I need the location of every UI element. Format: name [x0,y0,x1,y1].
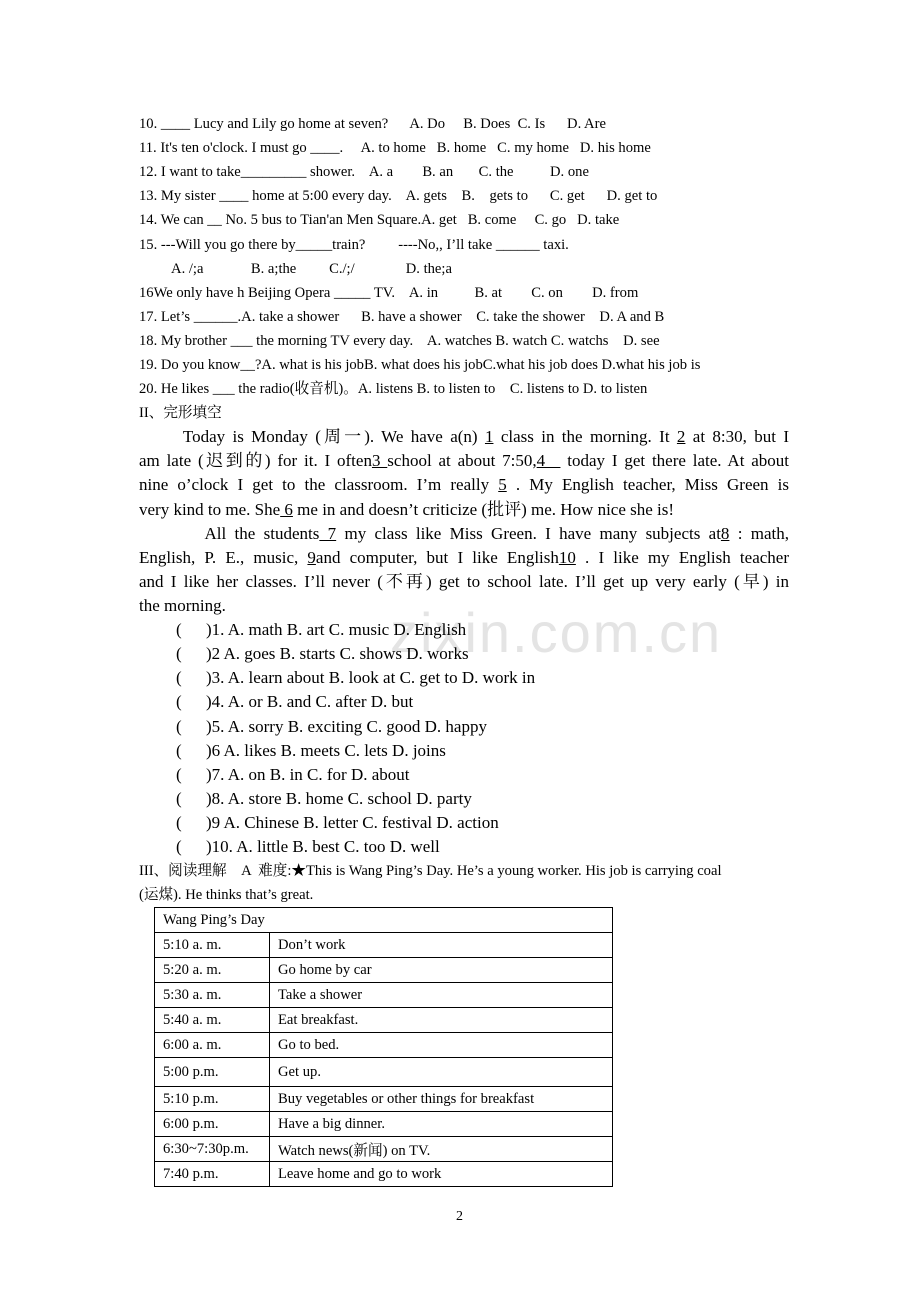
table-title: Wang Ping’s Day [155,908,613,933]
activity-cell: Go to bed. [270,1033,613,1058]
question-line: 11. It's ten o'clock. I must go ____. A. to home B. home C. my home D. his home [139,140,651,157]
option-text: )8. A. store B. home C. school D. party [206,789,472,809]
option-text: )3. A. learn about B. look at C. get to D. work in [206,668,536,688]
activity-cell: Leave home and go to work [270,1162,613,1187]
option-line [176,717,487,737]
table-title-row [155,908,613,933]
option-line [176,668,535,688]
blank-number: 3 [371,451,388,471]
passage-text: very kind to me. She [139,499,281,519]
passage-text: Today is Monday (周一). We have a(n) [139,427,485,446]
blank-number: 9 [307,548,316,567]
passage-text: All the students [139,523,320,543]
blank-number: 1 [484,427,494,446]
passage-text: . My English teacher, Miss Green is [506,475,790,495]
section-heading: II、完形填空 [139,405,222,422]
passage-text: am late (迟到的) for it. I often [139,451,372,471]
answer-blank: ( [176,789,182,809]
table-row [155,1162,613,1187]
option-text: )7. A. on B. in C. for D. about [206,764,410,784]
time-cell: 6:00 p.m. [155,1112,270,1137]
blank-number: 5 [498,475,507,495]
answer-blank: ( [176,740,182,760]
answer-blank: ( [176,620,182,639]
activity-cell: Buy vegetables or other things for breakfast [270,1087,613,1112]
blank-number: 8 [720,523,730,543]
option-text: )4. A. or B. and C. after D. but [206,692,414,712]
watermark: zixin.com.cn [390,601,723,664]
option-line [176,620,466,640]
wang-ping-day-table [154,907,613,1187]
passage-text: my class like Miss Green. I have many subjects at [336,523,721,543]
table-row [155,958,613,983]
table-row [155,933,613,958]
question-line: 16We only have h Beijing Opera _____ TV. A. in B. at C. on D. from [139,284,639,301]
option-line [176,741,446,761]
activity-cell: Eat breakfast. [270,1008,613,1033]
answer-blank: ( [176,716,182,736]
question-line: 14. We can __ No. 5 bus to Tian'an Men Square.A. get B. come C. go D. take [139,212,620,229]
table-row [155,1058,613,1087]
time-cell: 6:30~7:30p.m. [155,1137,270,1162]
passage-line [139,427,789,447]
question-line: 10. ____ Lucy and Lily go home at seven? A. Do B. Does C. Is D. Are [139,116,606,132]
table-row [155,1033,613,1058]
time-cell: 5:00 p.m. [155,1058,270,1087]
option-line [176,789,472,809]
reading-intro-line-1: III、阅读理解 A 难度:★This is Wang Ping’s Day. He’s a young worker. His job is carrying coal [139,863,722,879]
option-text: )10. A. little B. best C. too D. well [206,837,440,857]
option-text: )2 A. goes B. starts C. shows D. works [206,644,469,664]
table-row [155,1087,613,1112]
option-line [176,813,499,833]
question-line: 18. My brother ___ the morning TV every day. A. watches B. watch C. watchs D. see [139,332,660,349]
question-line: 17. Let’s ______.A. take a shower B. have a shower C. take the shower D. A and B [139,308,665,325]
blank-number: 6 [280,499,293,519]
time-cell: 5:40 a. m. [155,1008,270,1033]
table-row [155,1137,613,1162]
passage-text: at 8:30, but I [685,427,789,446]
passage-line [139,475,789,495]
passage-line [139,572,789,592]
passage-text: class in the morning. It [493,427,677,446]
time-cell: 5:30 a. m. [155,983,270,1008]
option-text: )9 A. Chinese B. letter C. festival D. action [206,813,499,833]
time-cell: 5:20 a. m. [155,958,270,983]
reading-intro-line-2: (运煤). He thinks that’s great. [139,887,314,903]
option-text: )5. A. sorry B. exciting C. good D. happy [206,716,487,736]
table-row [155,983,613,1008]
blank-number: 10 [558,548,576,567]
blank-number: 2 [676,427,686,446]
passage-text: today I get there late. At about [560,451,790,471]
passage-text: English, P. E., music, [139,548,308,567]
passage-line [139,500,789,520]
answer-blank: ( [176,668,182,688]
question-line: 12. I want to take_________ shower. A. a B. an C. the D. one [139,164,589,181]
option-line [176,644,469,664]
answer-blank: ( [176,813,182,833]
answer-blank: ( [176,644,182,664]
table-row [155,1112,613,1137]
passage-text: : math, [729,523,790,543]
answer-blank: ( [176,764,182,784]
table-row [155,1008,613,1033]
page-number: 2 [456,1209,463,1224]
time-cell: 5:10 a. m. [155,933,270,958]
activity-cell: Watch news(新闻) on TV. [270,1137,613,1162]
option-line [176,837,440,857]
time-cell: 5:10 p.m. [155,1087,270,1112]
option-line [176,765,410,785]
activity-cell: Don’t work [270,933,613,958]
question-line: 19. Do you know__?A. what is his jobB. what does his jobC.what his job does D.what his job is [139,357,701,373]
time-cell: 7:40 p.m. [155,1162,270,1187]
question-line: 13. My sister ____ home at 5:00 every day. A. gets B. gets to C. get D. get to [139,188,658,205]
blank-number: 7 [319,523,337,543]
passage-line [139,596,789,616]
answer-blank: ( [176,692,182,712]
time-cell: 6:00 a. m. [155,1033,270,1058]
passage-line [139,451,789,471]
activity-cell: Go home by car [270,958,613,983]
activity-cell: Get up. [270,1058,613,1087]
passage-text: school at about 7:50, [387,451,537,471]
passage-text: the morning. [139,596,226,616]
answer-blank: ( [176,837,182,857]
question-line: 20. He likes ___ the radio(收音机)。A. listens B. to listen to C. listens to D. to listen [139,381,648,398]
activity-cell: Have a big dinner. [270,1112,613,1137]
option-line [176,692,413,712]
passage-text: and computer, but I like English [315,548,559,567]
question-line: 15. ---Will you go there by_____train? ----No,, I’ll take ______ taxi. [139,236,569,253]
option-text: )6 A. likes B. meets C. lets D. joins [206,740,446,760]
passage-line [139,524,789,544]
passage-text: . I like my English teacher [575,548,789,567]
question-line: A. /;a B. a;the C./;/ D. the;a [139,260,452,277]
passage-line [139,548,789,568]
option-text: )1. A. math B. art C. music D. English [206,620,467,639]
activity-cell: Take a shower [270,983,613,1008]
blank-number: 4_ [536,451,561,471]
passage-text: nine o’clock I get to the classroom. I’m really [139,475,499,495]
passage-text: me in and doesn’t criticize (批评) me. How nice she is! [292,499,675,519]
passage-text: and I like her classes. I’ll never (不再) get to school late. I’ll get up very early (早) in [139,572,789,592]
